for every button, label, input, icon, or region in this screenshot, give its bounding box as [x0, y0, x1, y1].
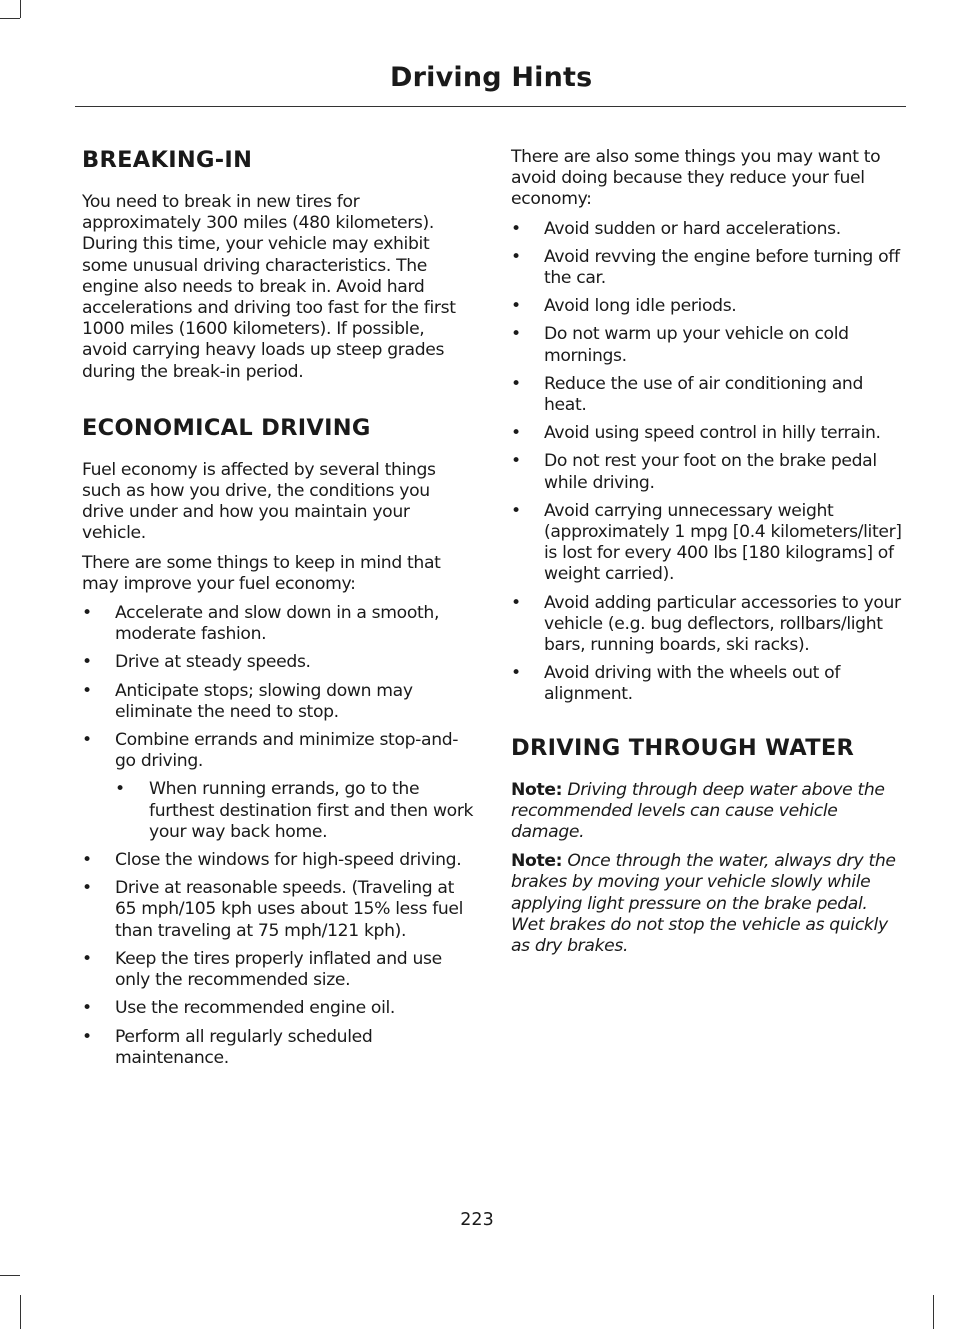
note-text: Once through the water, always dry the brakes by moving your vehicle slowly while applying light pressure on the brake pedal. Wet brakes do not stop the vehicle as quickly as dry brakes. — [511, 851, 896, 957]
list-item: • Keep the tires properly inflated and use only the recommended size. — [82, 948, 442, 991]
list-item: • Avoid revving the engine before turning off the car. — [511, 246, 900, 289]
economy-tips-list — [82, 603, 474, 1069]
section-heading-economical-driving: ECONOMICAL DRIVING — [82, 414, 371, 441]
note-label: Note: — [511, 779, 563, 800]
bullet-icon: • — [82, 948, 92, 969]
list-item: • Avoid sudden or hard accelerations. — [511, 218, 841, 239]
section-heading-breaking-in: BREAKING-IN — [82, 147, 253, 173]
bullet-icon: • — [82, 850, 92, 871]
list-item: • Anticipate stops; slowing down may eliminate the need to stop. — [82, 680, 413, 722]
note-text: Driving through deep water above the recommended levels can cause vehicle damage. — [511, 779, 885, 843]
bullet-icon: • — [511, 218, 521, 239]
list-item: • Do not warm up your vehicle on cold mornings. — [511, 324, 849, 366]
bullet-icon: • — [511, 663, 521, 684]
left-column — [82, 145, 474, 1076]
list-item: • Combine errands and minimize stop-and-go driving. • When running errands, go to the furthest destination first and then work your way back home. — [82, 730, 474, 842]
bullet-icon: • — [115, 779, 125, 800]
bullet-icon: • — [511, 500, 521, 521]
bullet-icon: • — [511, 296, 521, 317]
list-item: • Reduce the use of air conditioning and heat. — [511, 373, 864, 416]
bullet-icon: • — [82, 652, 92, 673]
avoid-list — [511, 219, 903, 706]
bullet-icon: • — [511, 324, 521, 345]
bullet-icon: • — [82, 878, 92, 899]
bullet-icon: • — [511, 246, 521, 267]
list-item: • Perform all regularly scheduled maintenance. — [82, 1026, 373, 1068]
economical-para-1: Fuel economy is affected by several things such as how you drive, the conditions you drive under and how you maintain your vehicle. — [82, 459, 436, 544]
list-item: • Avoid using speed control in hilly terrain. — [511, 423, 881, 444]
sub-list — [115, 779, 474, 843]
list-item: • Avoid long idle periods. — [511, 296, 737, 317]
crop-mark — [20, 0, 21, 18]
crop-mark — [0, 1275, 20, 1276]
crop-mark — [933, 1295, 934, 1329]
list-item: • Drive at steady speeds. — [82, 652, 311, 673]
list-item: • Accelerate and slow down in a smooth, moderate fashion. — [82, 603, 440, 645]
water-note-2 — [511, 851, 903, 957]
bullet-icon: • — [82, 603, 92, 624]
list-item: • Close the windows for high-speed driving. — [82, 850, 462, 871]
avoid-intro: There are also some things you may want to avoid doing because they reduce your fuel economy: — [511, 147, 881, 210]
bullet-icon: • — [82, 1026, 92, 1047]
page-title: Driving Hints — [390, 62, 593, 93]
page-number: 223 — [460, 1210, 494, 1230]
list-item: • Avoid carrying unnecessary weight (approximately 1 mpg [0.4 kilometers/liter] is lost for every 400 lbs [180 kilograms] of weight carried). — [511, 500, 902, 585]
economical-para-2: There are some things to keep in mind that may improve your fuel economy: — [82, 552, 441, 594]
water-note-1 — [511, 780, 903, 844]
list-item: • Drive at reasonable speeds. (Traveling at 65 mph/105 kph uses about 15% less fuel than traveling at 75 mph/121 kph). — [82, 878, 464, 941]
bullet-icon: • — [82, 680, 92, 701]
bullet-icon: • — [511, 373, 521, 394]
header-rule — [75, 106, 906, 107]
list-item: • Avoid driving with the wheels out of alignment. — [511, 663, 841, 705]
bullet-icon: • — [82, 730, 92, 751]
note-label: Note: — [511, 851, 563, 872]
crop-mark — [0, 18, 20, 19]
crop-mark — [20, 1295, 21, 1329]
list-item: • Use the recommended engine oil. — [82, 998, 396, 1019]
list-item: • Avoid adding particular accessories to your vehicle (e.g. bug deflectors, rollbars/light bars, running boards, ski racks). — [511, 592, 901, 656]
bullet-icon: • — [511, 592, 521, 613]
bullet-icon: • — [511, 451, 521, 472]
right-column — [511, 145, 903, 965]
bullet-icon: • — [511, 423, 521, 444]
list-item: • When running errands, go to the furthest destination first and then work your way back home. — [115, 779, 474, 842]
bullet-icon: • — [82, 998, 92, 1019]
section-heading-driving-through-water: DRIVING THROUGH WATER — [511, 734, 855, 761]
breaking-in-text: You need to break in new tires for approximately 300 miles (480 kilometers). During this time, your vehicle may exhibit some unusual driving characteristics. The engine also needs to break in. Avoid hard accelerations and driving too fast for the first 1000 miles (1600 kilometers). If possible, avoid carrying heavy loads up steep grades during the break-in period. — [82, 192, 456, 382]
list-item: • Do not rest your foot on the brake pedal while driving. — [511, 451, 877, 493]
